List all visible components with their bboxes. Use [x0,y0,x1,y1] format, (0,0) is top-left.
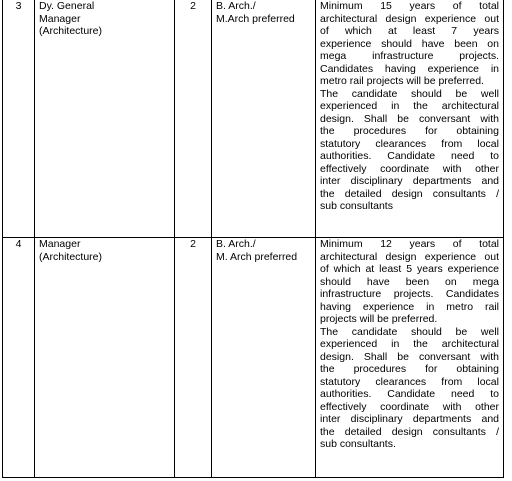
experience-line: the detailed design consultants / [320,425,499,438]
serial-number-cell [3,0,35,238]
experience-line: sub consultants [320,200,393,212]
vacancy-count-cell [175,0,212,238]
post-name-cell [35,238,175,478]
qualification-cell [212,0,316,238]
vacancy-count-cell [175,238,212,478]
experience-line: infrastructure projects. Candidates [320,288,499,300]
experience-line: experience should have been on [320,37,499,50]
experience-line: projects will be preferred. [320,313,438,325]
qualification-line: M. Arch preferred [216,250,298,263]
experience-line: statutory clearances from local [320,375,499,388]
post-name-line: (Architecture) [39,250,103,263]
experience-line: authorities. Candidate need to [320,150,499,162]
experience-line: design. Shall be conversant with [320,112,499,125]
post-name-line: (Architecture) [39,25,103,37]
experience-cell [316,0,504,238]
post-name-line: Manager [39,238,81,250]
experience-line: inter disciplinary departments and [320,175,499,187]
qualification-line: B. Arch./ [216,238,256,250]
experience-line: architectural design experience out [320,12,499,25]
qualification-line: B. Arch./ [216,0,256,12]
experience-line: The candidate should be well [320,325,499,338]
experience-line: Minimum 12 years of total [320,238,499,250]
serial-number-cell [3,238,35,478]
experience-line: Minimum 15 years of total [320,0,499,12]
experience-line: of which at least 7 years [320,25,499,37]
post-name-line: Dy. General [39,0,95,12]
experience-line: the procedures for obtaining [320,363,499,375]
experience-line: should have been on mega [320,275,499,288]
experience-line: metro rail projects will be preferred. [320,75,484,87]
post-name-cell [35,0,175,238]
experience-line: having experience in metro rail [320,300,499,313]
experience-line: design. Shall be conversant with [320,350,499,363]
experience-line: effectively coordinate with other [320,400,499,413]
experience-line: authorities. Candidate need to [320,388,499,400]
qualification-line: M.Arch preferred [216,12,295,25]
table-row [3,238,504,478]
experience-line: Candidates having experience in [320,62,499,75]
table-row [3,0,504,238]
qualification-cell [212,238,316,478]
post-name-line: Manager [39,12,81,25]
experience-line: experienced in the architectural [320,338,499,350]
experience-line: of which at least 5 years experience [320,263,499,275]
serial-number: 4 [15,238,22,250]
serial-number: 3 [15,0,22,12]
vacancy-table [2,0,504,478]
vacancy-count: 2 [190,0,196,12]
experience-line: inter disciplinary departments and [320,413,499,425]
experience-line: effectively coordinate with other [320,162,499,175]
experience-line: The candidate should be well [320,87,499,100]
vacancy-count: 2 [190,238,196,250]
experience-line: statutory clearances from local [320,137,499,150]
experience-line: architectural design experience out [320,250,499,263]
experience-line: experienced in the architectural [320,100,499,112]
experience-line: the detailed design consultants / [320,187,499,200]
experience-line: the procedures for obtaining [320,125,499,137]
experience-cell [316,238,504,478]
experience-line: mega infrastructure projects. [320,50,499,62]
experience-line: sub consultants. [320,438,396,450]
